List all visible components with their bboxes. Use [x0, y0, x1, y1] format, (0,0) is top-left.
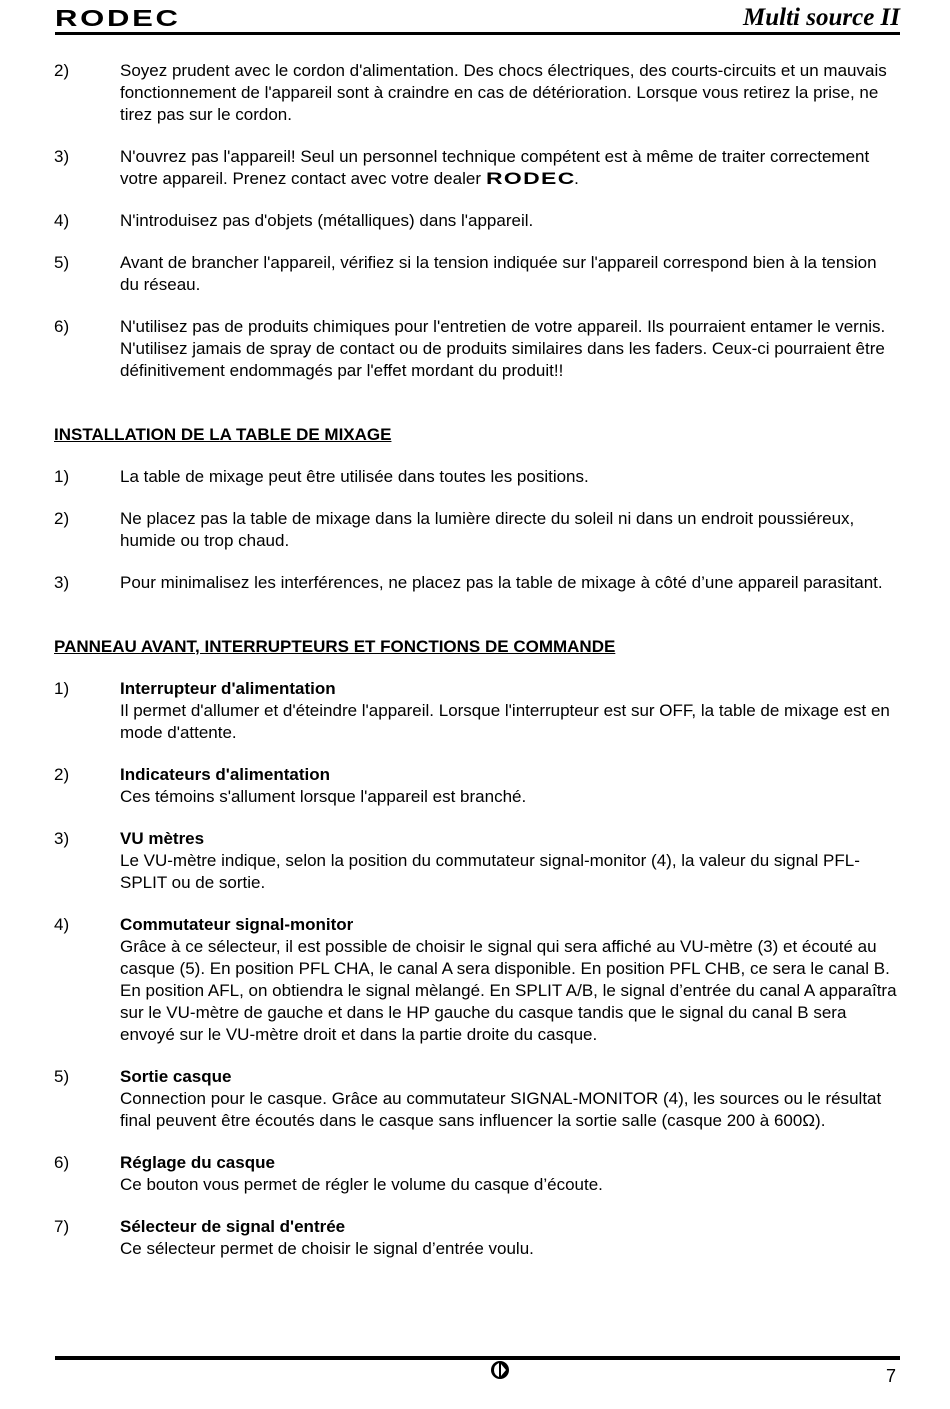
- list-item: [54, 1216, 900, 1260]
- item-title: Sélecteur de signal d'entrée: [120, 1217, 346, 1236]
- item-number: 3): [54, 829, 70, 848]
- item-text: Le VU-mètre indique, selon la position du commutateur signal-monitor (4), la valeur du signal PFL-SPLIT ou de sortie.: [120, 851, 860, 892]
- item-title: Interrupteur d'alimentation: [120, 679, 336, 698]
- list-item: [54, 572, 900, 594]
- page-content: [54, 60, 900, 1260]
- item-number: 2): [54, 61, 70, 80]
- item-number: 3): [54, 147, 70, 166]
- item-number: 7): [54, 1217, 70, 1236]
- page-header: [55, 4, 900, 35]
- list-item: [54, 1152, 900, 1196]
- page-number: 7: [885, 1366, 896, 1386]
- item-title: VU mètres: [120, 829, 205, 848]
- item-text: N'introduisez pas d'objets (métalliques) dans l'appareil.: [120, 211, 534, 230]
- item-number: 6): [54, 317, 70, 336]
- item-number: 3): [54, 573, 70, 592]
- item-text: N'utilisez pas de produits chimiques pour l'entretien de votre appareil. Ils pourraient entamer le vernis. N'utilisez jamais de spray de contact ou de produits similaires dans les faders. Ceux-ci pourraient être définitivement endommagés par l'effet mordant du produit!!: [120, 317, 886, 380]
- item-title: Réglage du casque: [120, 1153, 275, 1172]
- list-item: [54, 210, 900, 232]
- item-text: Ce bouton vous permet de régler le volume du casque d’écoute.: [120, 1175, 603, 1194]
- list-item: [54, 252, 900, 296]
- item-text: Il permet d'allumer et d'éteindre l'appareil. Lorsque l'interrupteur est sur OFF, la table de mixage est en mode d'attente.: [120, 701, 890, 742]
- item-number: 4): [54, 915, 70, 934]
- section-heading-panel: PANNEAU AVANT, INTERRUPTEURS ET FONCTIONS DE COMMANDE: [54, 637, 616, 656]
- item-number: 1): [54, 679, 70, 698]
- item-text: [120, 146, 900, 190]
- list-item: [54, 146, 900, 190]
- item-title: Sortie casque: [120, 1067, 232, 1086]
- list-item: [54, 508, 900, 552]
- item-text: Avant de brancher l'appareil, vérifiez si la tension indiquée sur l'appareil correspond bien à la tension du réseau.: [120, 253, 877, 294]
- item-text-body: N'ouvrez pas l'appareil! Seul un personnel technique compétent est à même de traiter correctement votre appareil. Prenez contact avec votre dealer: [120, 147, 870, 188]
- item-title: Indicateurs d'alimentation: [120, 765, 330, 784]
- item-text: Pour minimalisez les interférences, ne placez pas la table de mixage à côté d’une appareil parasitant.: [120, 573, 883, 592]
- list-item: [54, 914, 900, 1046]
- document-title: Multi source II: [743, 4, 900, 31]
- item-text: Ce sélecteur permet de choisir le signal d’entrée voulu.: [120, 1239, 534, 1258]
- item-text: Ces témoins s'allument lorsque l'appareil est branché.: [120, 787, 527, 806]
- brand-logo-inline: RODEC: [485, 169, 576, 188]
- item-text: Ne placez pas la table de mixage dans la lumière directe du soleil ni dans un endroit poussiéreux, humide ou trop chaud.: [120, 509, 855, 550]
- item-text: Grâce à ce sélecteur, il est possible de choisir le signal qui sera affiché au VU-mètre (3) et écouté au casque (5). En position PFL CHA, le canal A sera disponible. En position PFL CHB, ce sera le canal B. En position AFL, on obtiendra le signal mèlangé. En SPLIT A/B, le signal d’entrée du canal A apparaîtra sur le VU-mètre de gauche et dans le HP gauche du casque tandis que le signal du canal B sera envoyé sur le VU-mètre droit et dans la partie droite du casque.: [120, 937, 897, 1044]
- list-item: [54, 764, 900, 808]
- footer-logo-icon: [490, 1360, 510, 1380]
- item-number: 5): [54, 1067, 70, 1086]
- brand-logo: RODEC: [55, 5, 181, 31]
- item-number: 4): [54, 211, 70, 230]
- footer-rule: [55, 1356, 900, 1360]
- item-text: Soyez prudent avec le cordon d'alimentation. Des chocs électriques, des courts-circuits et un mauvais fonctionnement de l'appareil sont à craindre en cas de détérioration. Lorsque vous retirez la prise, ne tirez pas sur le cordon.: [120, 61, 887, 124]
- item-number: 1): [54, 467, 70, 486]
- list-item: [54, 466, 900, 488]
- item-number: 2): [54, 509, 70, 528]
- item-text: Connection pour le casque. Grâce au commutateur SIGNAL-MONITOR (4), les sources ou le résultat final peuvent être écoutés dans le casque sans influencer la sortie salle (casque 200 à 600Ω).: [120, 1089, 882, 1130]
- list-item: [54, 828, 900, 894]
- item-title: Commutateur signal-monitor: [120, 915, 354, 934]
- section-heading-installation: INSTALLATION DE LA TABLE DE MIXAGE: [54, 425, 392, 444]
- item-number: 5): [54, 253, 70, 272]
- list-item: [54, 316, 900, 382]
- item-number: 6): [54, 1153, 70, 1172]
- list-item: [54, 60, 900, 126]
- item-text: La table de mixage peut être utilisée dans toutes les positions.: [120, 467, 589, 486]
- item-text-end: .: [574, 169, 579, 188]
- list-item: [54, 1066, 900, 1132]
- list-item: [54, 678, 900, 744]
- item-number: 2): [54, 765, 70, 784]
